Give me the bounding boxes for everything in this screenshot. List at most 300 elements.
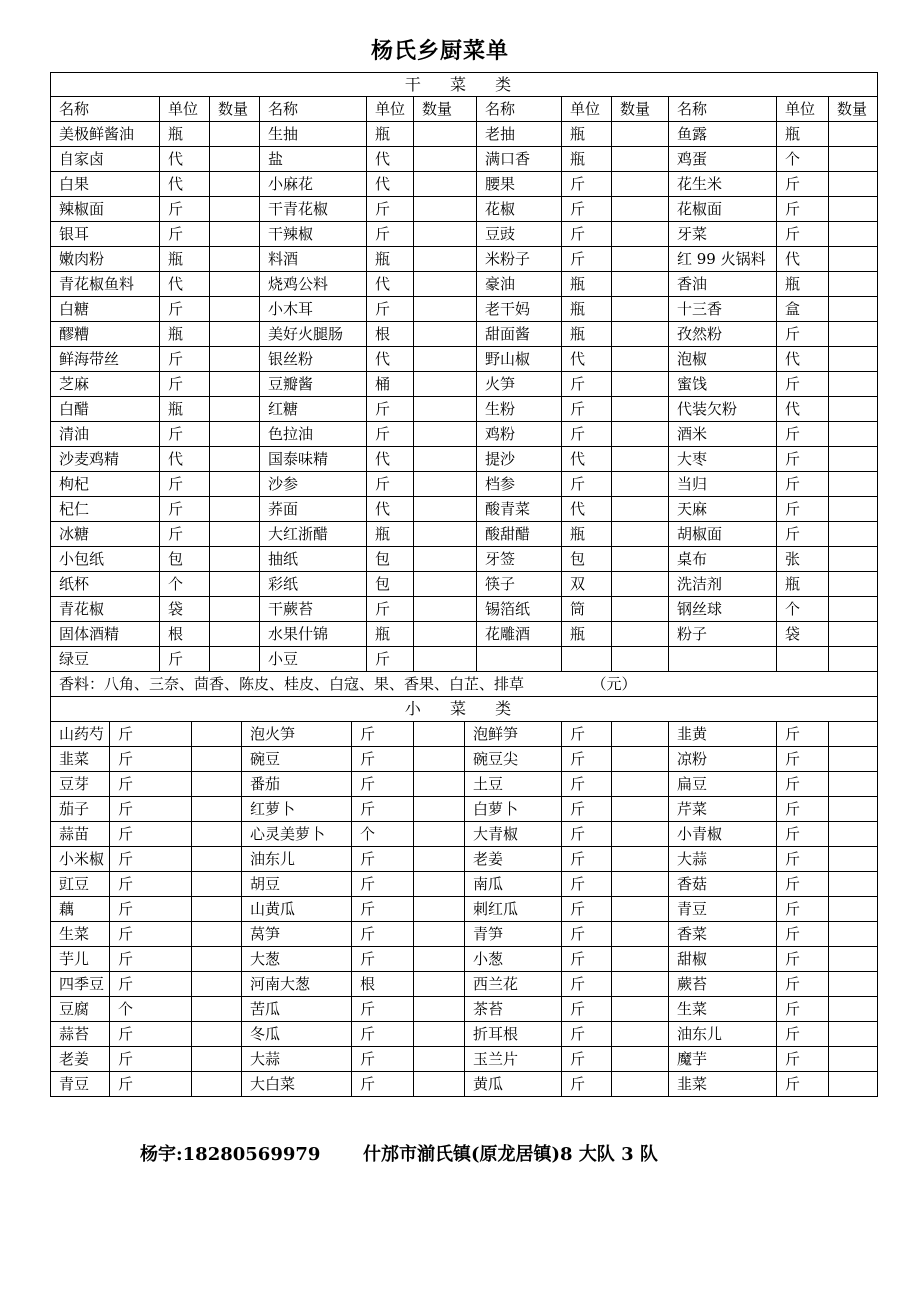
table-cell: 鱼露 xyxy=(668,122,776,146)
page-title: 杨氏乡厨菜单 xyxy=(370,38,509,64)
table-cell: 固体酒精 xyxy=(59,625,120,643)
table-cell: 大葱 xyxy=(241,947,351,971)
table-row xyxy=(50,597,878,622)
table-cell xyxy=(191,1072,241,1096)
table-cell: 斤 xyxy=(109,797,191,821)
table-cell xyxy=(611,197,668,221)
table-cell xyxy=(611,747,668,771)
table-cell: 瓶 xyxy=(561,622,611,646)
table-cell: 桌布 xyxy=(668,547,776,571)
table-cell: 心灵美萝卜 xyxy=(241,822,351,846)
table-cell xyxy=(413,772,464,796)
table-cell: 河南大葱 xyxy=(241,972,351,996)
table-cell xyxy=(413,422,476,446)
table-cell xyxy=(209,222,259,246)
table-cell: 洗洁剂 xyxy=(668,572,776,596)
table-cell xyxy=(209,322,259,346)
table-cell xyxy=(611,897,668,921)
table-cell xyxy=(413,722,464,746)
table-row xyxy=(50,872,878,897)
table-cell: 斤 xyxy=(351,772,413,796)
table-cell xyxy=(828,447,879,471)
table-cell: 茄子 xyxy=(59,800,90,818)
table-cell: 包 xyxy=(159,547,209,571)
table-cell: 代 xyxy=(366,347,413,371)
table-cell: 莴笋 xyxy=(241,922,351,946)
table-cell xyxy=(209,297,259,321)
table-row xyxy=(50,822,878,847)
table-cell xyxy=(668,647,776,671)
table-cell xyxy=(611,347,668,371)
table-cell xyxy=(413,397,476,421)
table-row xyxy=(50,547,878,572)
table-cell: 锡箔纸 xyxy=(476,597,561,621)
table-cell xyxy=(413,897,464,921)
table-cell: 斤 xyxy=(109,822,191,846)
table-cell: 斤 xyxy=(561,222,611,246)
table-cell: 斤 xyxy=(159,222,209,246)
table-cell xyxy=(413,747,464,771)
table-row xyxy=(50,897,878,922)
table-row xyxy=(50,772,878,797)
table-cell: 国泰味精 xyxy=(259,447,366,471)
table-row xyxy=(50,497,878,522)
table-cell xyxy=(413,172,476,196)
table-cell xyxy=(413,297,476,321)
column-header: 单位 xyxy=(366,97,413,121)
table-cell: 油东儿 xyxy=(668,1022,776,1046)
table-cell: 斤 xyxy=(561,997,611,1021)
table-cell: 泡鲜笋 xyxy=(464,722,561,746)
table-cell: 红 99 火锅料 xyxy=(668,247,776,271)
table-cell: 斤 xyxy=(561,872,611,896)
table-cell xyxy=(209,122,259,146)
table-cell xyxy=(209,372,259,396)
table-row xyxy=(50,172,878,197)
table-cell: 大蒜 xyxy=(668,847,776,871)
table-cell xyxy=(209,497,259,521)
header-row xyxy=(50,97,878,122)
table-cell xyxy=(191,822,241,846)
column-header: 名称 xyxy=(259,97,366,121)
table-cell: 斤 xyxy=(366,197,413,221)
table-cell: 包 xyxy=(366,547,413,571)
table-row xyxy=(50,272,878,297)
table-cell: 瓶 xyxy=(366,522,413,546)
table-cell xyxy=(611,597,668,621)
table-cell: 碗豆尖 xyxy=(464,747,561,771)
table-cell: 沙麦鸡精 xyxy=(59,450,120,468)
table-cell xyxy=(611,722,668,746)
table-cell xyxy=(191,747,241,771)
table-row xyxy=(50,747,878,772)
table-cell: 斤 xyxy=(159,647,209,671)
table-cell xyxy=(611,547,668,571)
table-cell: 盒 xyxy=(776,297,828,321)
table-cell xyxy=(611,772,668,796)
table-cell xyxy=(828,972,879,996)
table-cell: 鲜海带丝 xyxy=(59,350,120,368)
table-cell: 斤 xyxy=(561,972,611,996)
table-cell: 自家卤 xyxy=(59,150,105,168)
table-cell xyxy=(209,172,259,196)
table-cell: 斤 xyxy=(561,247,611,271)
table-cell xyxy=(828,597,879,621)
table-cell xyxy=(611,872,668,896)
table-cell xyxy=(209,247,259,271)
table-cell xyxy=(191,897,241,921)
table-cell: 胡椒面 xyxy=(668,522,776,546)
table-cell: 斤 xyxy=(159,372,209,396)
table-cell: 斤 xyxy=(561,172,611,196)
table-cell: 斤 xyxy=(776,722,828,746)
table-row xyxy=(50,1047,878,1072)
table-cell: 瓶 xyxy=(561,272,611,296)
table-cell: 筷子 xyxy=(476,572,561,596)
table-cell: 斤 xyxy=(561,722,611,746)
table-cell: 韭菜 xyxy=(59,750,90,768)
table-cell xyxy=(828,347,879,371)
table-cell: 斤 xyxy=(351,722,413,746)
table-cell: 斤 xyxy=(776,847,828,871)
table-cell: 杞仁 xyxy=(59,500,90,518)
table-cell: 斤 xyxy=(109,722,191,746)
table-cell: 水果什锦 xyxy=(259,622,366,646)
table-cell: 甜椒 xyxy=(668,947,776,971)
table-cell: 斤 xyxy=(776,497,828,521)
table-cell xyxy=(611,447,668,471)
table-cell: 碗豆 xyxy=(241,747,351,771)
table-cell: 斤 xyxy=(561,422,611,446)
table-cell: 彩纸 xyxy=(259,572,366,596)
table-cell: 代 xyxy=(366,447,413,471)
table-cell: 纸杯 xyxy=(59,575,90,593)
column-header: 数量 xyxy=(611,97,668,121)
table-cell: 芹菜 xyxy=(668,797,776,821)
table-cell: 斤 xyxy=(776,897,828,921)
table-cell: 根 xyxy=(366,322,413,346)
table-cell xyxy=(191,922,241,946)
table-cell: 芋儿 xyxy=(59,950,90,968)
table-cell: 根 xyxy=(351,972,413,996)
table-row xyxy=(50,947,878,972)
table-cell xyxy=(191,872,241,896)
table-cell xyxy=(828,997,879,1021)
table-cell: 沙参 xyxy=(259,472,366,496)
table-cell xyxy=(413,647,476,671)
table-cell xyxy=(191,1047,241,1071)
table-cell: 斤 xyxy=(776,947,828,971)
table-cell: 番茄 xyxy=(241,772,351,796)
table-cell: 小米椒 xyxy=(59,850,105,868)
table-cell: 瓶 xyxy=(366,247,413,271)
table-cell: 斤 xyxy=(561,947,611,971)
table-cell: 花雕酒 xyxy=(476,622,561,646)
table-cell: 韭菜 xyxy=(668,1072,776,1096)
table-cell: 斤 xyxy=(109,772,191,796)
table-cell: 花生米 xyxy=(668,172,776,196)
table-cell: 斤 xyxy=(366,647,413,671)
table-row xyxy=(50,647,878,672)
table-cell: 干辣椒 xyxy=(259,222,366,246)
table-row xyxy=(50,522,878,547)
table-cell: 胡豆 xyxy=(241,872,351,896)
table-cell: 斤 xyxy=(561,922,611,946)
table-cell: 香油 xyxy=(668,272,776,296)
table-cell xyxy=(828,1047,879,1071)
table-cell xyxy=(191,772,241,796)
table-cell xyxy=(413,1072,464,1096)
table-cell: 红糖 xyxy=(259,397,366,421)
table-cell: 包 xyxy=(366,572,413,596)
table-cell xyxy=(611,1072,668,1096)
table-cell: 斤 xyxy=(561,372,611,396)
table-cell xyxy=(191,797,241,821)
table-cell: 鸡蛋 xyxy=(668,147,776,171)
table-cell: 代 xyxy=(366,497,413,521)
table-cell: 斤 xyxy=(776,797,828,821)
table-cell: 生菜 xyxy=(668,997,776,1021)
table-cell xyxy=(611,147,668,171)
table-cell xyxy=(413,322,476,346)
table-cell: 辣椒面 xyxy=(59,200,105,218)
table-row xyxy=(50,447,878,472)
table-cell xyxy=(828,822,879,846)
table-cell: 青豆 xyxy=(668,897,776,921)
table-cell xyxy=(611,522,668,546)
table-cell xyxy=(413,497,476,521)
table-cell: 粉子 xyxy=(668,622,776,646)
section-title-dry-row xyxy=(50,72,878,97)
table-cell: 斤 xyxy=(159,197,209,221)
table-cell xyxy=(413,872,464,896)
table-cell: 瓶 xyxy=(561,322,611,346)
table-cell xyxy=(828,722,879,746)
table-cell: 代 xyxy=(366,172,413,196)
table-cell: 钢丝球 xyxy=(668,597,776,621)
table-cell: 青花椒鱼料 xyxy=(59,275,135,293)
table-row xyxy=(50,347,878,372)
table-cell: 腰果 xyxy=(476,172,561,196)
table-cell xyxy=(413,372,476,396)
table-cell: 斤 xyxy=(561,397,611,421)
table-cell: 四季豆 xyxy=(59,975,105,993)
table-cell: 油东儿 xyxy=(241,847,351,871)
table-cell xyxy=(828,147,879,171)
table-cell: 斤 xyxy=(561,797,611,821)
table-cell xyxy=(413,622,476,646)
table-cell: 刺红瓜 xyxy=(464,897,561,921)
table-cell: 大蒜 xyxy=(241,1047,351,1071)
table-row xyxy=(50,847,878,872)
table-cell: 孜然粉 xyxy=(668,322,776,346)
table-cell xyxy=(828,297,879,321)
table-cell: 斤 xyxy=(159,472,209,496)
table-cell: 玉兰片 xyxy=(464,1047,561,1071)
table-cell xyxy=(611,572,668,596)
table-cell: 瓶 xyxy=(366,622,413,646)
table-cell: 根 xyxy=(159,622,209,646)
table-cell xyxy=(828,947,879,971)
table-cell xyxy=(209,447,259,471)
table-cell: 斤 xyxy=(776,222,828,246)
table-cell xyxy=(828,1022,879,1046)
column-header: 名称 xyxy=(59,100,90,118)
table-cell: 色拉油 xyxy=(259,422,366,446)
table-cell: 香菇 xyxy=(668,872,776,896)
table-cell xyxy=(828,647,879,671)
table-cell: 白果 xyxy=(59,175,90,193)
table-cell: 苦瓜 xyxy=(241,997,351,1021)
table-cell xyxy=(611,397,668,421)
table-cell: 斤 xyxy=(351,747,413,771)
table-cell: 酒米 xyxy=(668,422,776,446)
table-cell xyxy=(611,297,668,321)
table-cell: 代装欠粉 xyxy=(668,397,776,421)
table-cell: 斤 xyxy=(561,897,611,921)
table-cell xyxy=(828,847,879,871)
table-row xyxy=(50,222,878,247)
table-cell: 斤 xyxy=(776,772,828,796)
table-cell: 斤 xyxy=(561,472,611,496)
table-cell: 南瓜 xyxy=(464,872,561,896)
table-cell: 斤 xyxy=(776,1072,828,1096)
table-cell: 斤 xyxy=(109,1022,191,1046)
table-row xyxy=(50,122,878,147)
table-cell: 大枣 xyxy=(668,447,776,471)
table-cell xyxy=(611,822,668,846)
table-cell: 瓶 xyxy=(776,572,828,596)
table-cell: 花椒面 xyxy=(668,197,776,221)
table-cell xyxy=(611,372,668,396)
table-cell xyxy=(413,147,476,171)
table-cell: 张 xyxy=(776,547,828,571)
table-cell: 生菜 xyxy=(59,925,90,943)
table-cell: 斤 xyxy=(776,922,828,946)
table-cell xyxy=(828,272,879,296)
table-cell xyxy=(209,397,259,421)
table-cell: 斤 xyxy=(159,422,209,446)
table-cell xyxy=(209,272,259,296)
table-cell: 天麻 xyxy=(668,497,776,521)
table-cell xyxy=(209,597,259,621)
table-cell: 代 xyxy=(366,147,413,171)
table-cell: 斤 xyxy=(159,347,209,371)
table-cell: 代 xyxy=(561,447,611,471)
table-cell: 斤 xyxy=(159,297,209,321)
table-cell: 斤 xyxy=(776,747,828,771)
table-cell xyxy=(828,422,879,446)
table-cell xyxy=(191,1022,241,1046)
table-cell xyxy=(209,547,259,571)
table-cell: 瓶 xyxy=(159,397,209,421)
table-cell: 斤 xyxy=(351,872,413,896)
table-cell: 筒 xyxy=(561,597,611,621)
table-cell: 瓶 xyxy=(561,522,611,546)
table-cell: 凉粉 xyxy=(668,747,776,771)
table-cell: 斤 xyxy=(109,972,191,996)
table-cell: 香菜 xyxy=(668,922,776,946)
table-cell xyxy=(828,522,879,546)
table-cell: 斤 xyxy=(109,947,191,971)
table-cell: 酸青菜 xyxy=(476,497,561,521)
table-cell xyxy=(413,447,476,471)
table-cell xyxy=(828,197,879,221)
table-cell: 斤 xyxy=(366,397,413,421)
table-cell: 火笋 xyxy=(476,372,561,396)
table-cell: 白萝卜 xyxy=(464,797,561,821)
table-cell: 豆瓣酱 xyxy=(259,372,366,396)
table-cell: 斤 xyxy=(366,422,413,446)
table-cell: 瓶 xyxy=(561,297,611,321)
table-cell xyxy=(611,922,668,946)
table-cell xyxy=(413,997,464,1021)
table-cell: 斤 xyxy=(351,1072,413,1096)
table-cell xyxy=(209,572,259,596)
table-cell: 斤 xyxy=(159,497,209,521)
table-cell: 斤 xyxy=(109,922,191,946)
table-cell: 斤 xyxy=(776,422,828,446)
table-cell xyxy=(828,897,879,921)
section-title-dry: 干 菜 类 xyxy=(404,75,524,94)
table-cell xyxy=(191,972,241,996)
table-row xyxy=(50,1072,878,1097)
table-cell xyxy=(413,547,476,571)
table-cell xyxy=(828,472,879,496)
table-cell xyxy=(413,522,476,546)
table-cell xyxy=(476,647,561,671)
table-cell xyxy=(611,847,668,871)
spice-row xyxy=(50,672,878,697)
table-cell: 野山椒 xyxy=(476,347,561,371)
table-cell xyxy=(611,122,668,146)
table-cell: 瓶 xyxy=(159,322,209,346)
table-row xyxy=(50,722,878,747)
table-cell xyxy=(611,222,668,246)
table-cell: 瓶 xyxy=(561,122,611,146)
table-cell: 老姜 xyxy=(59,1050,90,1068)
table-cell: 桶 xyxy=(366,372,413,396)
table-cell: 瓶 xyxy=(776,272,828,296)
table-cell xyxy=(611,997,668,1021)
table-cell: 个 xyxy=(159,572,209,596)
table-cell xyxy=(413,947,464,971)
table-cell xyxy=(413,272,476,296)
column-header: 数量 xyxy=(828,97,879,121)
table-cell xyxy=(828,372,879,396)
table-cell: 斤 xyxy=(776,372,828,396)
table-cell: 西兰花 xyxy=(464,972,561,996)
table-cell: 老姜 xyxy=(464,847,561,871)
table-cell: 小青椒 xyxy=(668,822,776,846)
table-cell: 蒜苗 xyxy=(59,825,90,843)
table-cell xyxy=(776,647,828,671)
table-cell: 豆腐 xyxy=(59,1000,90,1018)
table-cell: 豆豉 xyxy=(476,222,561,246)
table-cell: 鸡粉 xyxy=(476,422,561,446)
table-cell: 代 xyxy=(159,447,209,471)
table-cell xyxy=(828,547,879,571)
section-title-veg-row xyxy=(50,697,878,722)
table-cell: 生抽 xyxy=(259,122,366,146)
table-row xyxy=(50,972,878,997)
table-cell: 绿豆 xyxy=(59,650,90,668)
table-cell: 干青花椒 xyxy=(259,197,366,221)
table-cell xyxy=(828,397,879,421)
table-cell: 茶苔 xyxy=(464,997,561,1021)
table-cell: 袋 xyxy=(159,597,209,621)
table-cell: 斤 xyxy=(776,472,828,496)
